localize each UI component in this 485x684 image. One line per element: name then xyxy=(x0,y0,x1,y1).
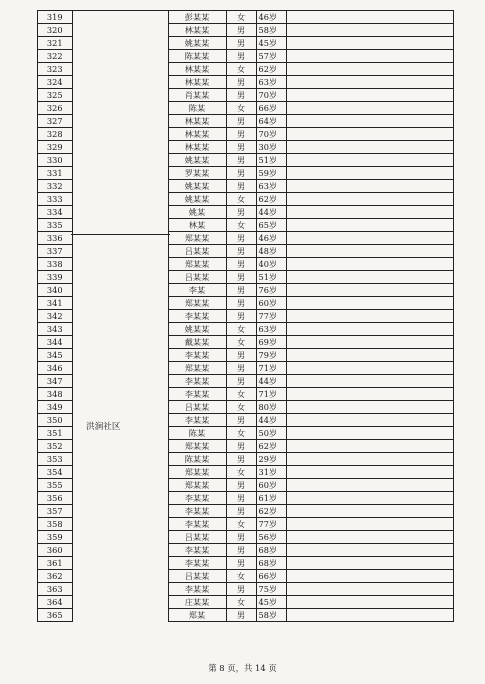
row-number: 323 xyxy=(38,63,72,76)
community-cell-blank xyxy=(134,11,168,232)
person-name: 庄某某 xyxy=(168,596,226,609)
note-cell xyxy=(286,180,453,193)
row-number: 357 xyxy=(38,505,72,518)
note-cell xyxy=(286,505,453,518)
person-name: 姚某某 xyxy=(168,154,226,167)
person-age: 45岁 xyxy=(256,37,286,50)
person-sex: 男 xyxy=(226,349,256,362)
row-number: 359 xyxy=(38,531,72,544)
person-age: 62岁 xyxy=(256,63,286,76)
page-footer: 第 8 页，共 14 页 xyxy=(208,663,277,673)
person-age: 51岁 xyxy=(256,154,286,167)
row-number: 339 xyxy=(38,271,72,284)
row-number: 361 xyxy=(38,557,72,570)
row-number: 364 xyxy=(38,596,72,609)
person-name: 李某某 xyxy=(168,518,226,531)
person-name: 吕某某 xyxy=(168,401,226,414)
person-sex: 男 xyxy=(226,557,256,570)
person-age: 65岁 xyxy=(256,219,286,232)
row-number: 327 xyxy=(38,115,72,128)
person-sex: 男 xyxy=(226,284,256,297)
person-age: 63岁 xyxy=(256,76,286,89)
row-number: 363 xyxy=(38,583,72,596)
person-name: 郑某某 xyxy=(168,479,226,492)
row-number: 351 xyxy=(38,427,72,440)
person-sex: 男 xyxy=(226,141,256,154)
person-age: 68岁 xyxy=(256,544,286,557)
person-age: 64岁 xyxy=(256,115,286,128)
row-number: 334 xyxy=(38,206,72,219)
person-name: 彭某某 xyxy=(168,11,226,24)
person-age: 58岁 xyxy=(256,24,286,37)
person-name: 吕某某 xyxy=(168,245,226,258)
person-name: 林某某 xyxy=(168,76,226,89)
note-cell xyxy=(286,557,453,570)
row-number: 358 xyxy=(38,518,72,531)
note-cell xyxy=(286,11,453,24)
note-cell xyxy=(286,544,453,557)
person-age: 68岁 xyxy=(256,557,286,570)
row-number: 341 xyxy=(38,297,72,310)
row-number: 328 xyxy=(38,128,72,141)
person-name: 李某某 xyxy=(168,492,226,505)
person-sex: 男 xyxy=(226,180,256,193)
person-sex: 女 xyxy=(226,570,256,583)
person-name: 郑某 xyxy=(168,609,226,622)
person-name: 李某某 xyxy=(168,388,226,401)
community-name: 洪涧社区 xyxy=(86,421,121,432)
person-age: 75岁 xyxy=(256,583,286,596)
note-cell xyxy=(286,89,453,102)
person-age: 44岁 xyxy=(256,206,286,219)
row-number: 342 xyxy=(38,310,72,323)
person-age: 69岁 xyxy=(256,336,286,349)
person-age: 60岁 xyxy=(256,297,286,310)
note-cell xyxy=(286,232,453,245)
row-number: 335 xyxy=(38,219,72,232)
note-cell xyxy=(286,479,453,492)
person-sex: 男 xyxy=(226,531,256,544)
row-number: 353 xyxy=(38,453,72,466)
note-cell xyxy=(286,310,453,323)
row-number: 337 xyxy=(38,245,72,258)
row-number: 320 xyxy=(38,24,72,37)
person-name: 陈某 xyxy=(168,427,226,440)
person-name: 姚某某 xyxy=(168,180,226,193)
person-name: 李某某 xyxy=(168,414,226,427)
person-sex: 男 xyxy=(226,258,256,271)
note-cell xyxy=(286,76,453,89)
person-age: 58岁 xyxy=(256,609,286,622)
note-cell xyxy=(286,154,453,167)
person-sex: 女 xyxy=(226,401,256,414)
person-sex: 男 xyxy=(226,414,256,427)
person-sex: 男 xyxy=(226,206,256,219)
person-name: 李某某 xyxy=(168,349,226,362)
person-name: 姚某 xyxy=(168,206,226,219)
person-name: 郑某某 xyxy=(168,258,226,271)
person-age: 77岁 xyxy=(256,310,286,323)
person-age: 63岁 xyxy=(256,323,286,336)
row-number: 347 xyxy=(38,375,72,388)
person-name: 李某某 xyxy=(168,583,226,596)
person-name: 戴某某 xyxy=(168,336,226,349)
person-sex: 女 xyxy=(226,596,256,609)
person-age: 62岁 xyxy=(256,193,286,206)
person-age: 46岁 xyxy=(256,11,286,24)
roster-table xyxy=(38,11,453,622)
person-name: 郑某某 xyxy=(168,466,226,479)
row-number: 343 xyxy=(38,323,72,336)
note-cell xyxy=(286,37,453,50)
person-sex: 男 xyxy=(226,232,256,245)
person-age: 62岁 xyxy=(256,505,286,518)
note-cell xyxy=(286,50,453,63)
roster-table-body xyxy=(38,11,453,622)
community-cell xyxy=(134,232,168,622)
note-cell xyxy=(286,245,453,258)
note-cell xyxy=(286,453,453,466)
person-name: 姚某某 xyxy=(168,37,226,50)
person-name: 郑某某 xyxy=(168,362,226,375)
note-cell xyxy=(286,466,453,479)
note-cell xyxy=(286,349,453,362)
person-age: 31岁 xyxy=(256,466,286,479)
person-sex: 男 xyxy=(226,453,256,466)
note-cell xyxy=(286,193,453,206)
row-number: 338 xyxy=(38,258,72,271)
person-name: 林某某 xyxy=(168,141,226,154)
note-cell xyxy=(286,297,453,310)
person-sex: 男 xyxy=(226,154,256,167)
person-name: 郑某某 xyxy=(168,232,226,245)
person-age: 30岁 xyxy=(256,141,286,154)
person-age: 29岁 xyxy=(256,453,286,466)
note-cell xyxy=(286,336,453,349)
note-cell xyxy=(286,284,453,297)
person-sex: 男 xyxy=(226,544,256,557)
person-age: 44岁 xyxy=(256,375,286,388)
person-sex: 男 xyxy=(226,375,256,388)
row-number: 355 xyxy=(38,479,72,492)
row-number: 332 xyxy=(38,180,72,193)
person-age: 44岁 xyxy=(256,414,286,427)
person-sex: 男 xyxy=(226,505,256,518)
person-name: 吕某某 xyxy=(168,570,226,583)
person-sex: 女 xyxy=(226,11,256,24)
person-age: 46岁 xyxy=(256,232,286,245)
row-number: 333 xyxy=(38,193,72,206)
person-age: 59岁 xyxy=(256,167,286,180)
person-name: 陈某某 xyxy=(168,453,226,466)
person-sex: 男 xyxy=(226,479,256,492)
row-number: 319 xyxy=(38,11,72,24)
row-number: 350 xyxy=(38,414,72,427)
note-cell xyxy=(286,388,453,401)
person-sex: 男 xyxy=(226,37,256,50)
row-number: 326 xyxy=(38,102,72,115)
person-name: 林某某 xyxy=(168,63,226,76)
row-number: 362 xyxy=(38,570,72,583)
row-number: 356 xyxy=(38,492,72,505)
person-age: 45岁 xyxy=(256,596,286,609)
person-sex: 女 xyxy=(226,323,256,336)
row-number: 344 xyxy=(38,336,72,349)
person-age: 57岁 xyxy=(256,50,286,63)
person-sex: 女 xyxy=(226,219,256,232)
person-sex: 男 xyxy=(226,492,256,505)
note-cell xyxy=(286,570,453,583)
person-age: 70岁 xyxy=(256,128,286,141)
note-cell xyxy=(286,258,453,271)
row-number: 352 xyxy=(38,440,72,453)
person-sex: 男 xyxy=(226,297,256,310)
person-sex: 女 xyxy=(226,427,256,440)
person-name: 郑某某 xyxy=(168,440,226,453)
person-name: 姚某某 xyxy=(168,323,226,336)
note-cell xyxy=(286,128,453,141)
community-group-divider xyxy=(71,234,170,235)
person-age: 66岁 xyxy=(256,570,286,583)
person-age: 63岁 xyxy=(256,180,286,193)
person-age: 71岁 xyxy=(256,362,286,375)
table-row xyxy=(38,11,453,24)
person-name: 李某某 xyxy=(168,557,226,570)
note-cell xyxy=(286,102,453,115)
note-cell xyxy=(286,492,453,505)
person-age: 62岁 xyxy=(256,440,286,453)
person-sex: 男 xyxy=(226,24,256,37)
person-name: 林某某 xyxy=(168,115,226,128)
note-cell xyxy=(286,167,453,180)
person-sex: 女 xyxy=(226,388,256,401)
row-number: 330 xyxy=(38,154,72,167)
person-age: 40岁 xyxy=(256,258,286,271)
person-name: 李某 xyxy=(168,284,226,297)
row-number: 322 xyxy=(38,50,72,63)
person-sex: 女 xyxy=(226,466,256,479)
person-age: 61岁 xyxy=(256,492,286,505)
person-sex: 男 xyxy=(226,89,256,102)
person-age: 79岁 xyxy=(256,349,286,362)
person-sex: 男 xyxy=(226,245,256,258)
person-sex: 男 xyxy=(226,362,256,375)
row-number: 346 xyxy=(38,362,72,375)
person-sex: 男 xyxy=(226,50,256,63)
row-number: 324 xyxy=(38,76,72,89)
person-age: 48岁 xyxy=(256,245,286,258)
row-number: 331 xyxy=(38,167,72,180)
note-cell xyxy=(286,414,453,427)
person-sex: 女 xyxy=(226,63,256,76)
row-number: 360 xyxy=(38,544,72,557)
person-age: 66岁 xyxy=(256,102,286,115)
person-name: 罗某某 xyxy=(168,167,226,180)
row-number: 325 xyxy=(38,89,72,102)
person-sex: 男 xyxy=(226,76,256,89)
note-cell xyxy=(286,141,453,154)
person-age: 60岁 xyxy=(256,479,286,492)
person-sex: 男 xyxy=(226,115,256,128)
row-number: 365 xyxy=(38,609,72,622)
person-sex: 男 xyxy=(226,271,256,284)
person-sex: 女 xyxy=(226,102,256,115)
person-age: 77岁 xyxy=(256,518,286,531)
row-number: 321 xyxy=(38,37,72,50)
note-cell xyxy=(286,115,453,128)
note-cell xyxy=(286,271,453,284)
person-age: 76岁 xyxy=(256,284,286,297)
person-name: 姚某某 xyxy=(168,193,226,206)
row-number: 329 xyxy=(38,141,72,154)
row-number: 340 xyxy=(38,284,72,297)
person-name: 吕某某 xyxy=(168,271,226,284)
note-cell xyxy=(286,583,453,596)
roster-table-frame xyxy=(37,10,454,622)
note-cell xyxy=(286,518,453,531)
person-sex: 男 xyxy=(226,583,256,596)
person-name: 林某某 xyxy=(168,24,226,37)
person-name: 林某 xyxy=(168,219,226,232)
note-cell xyxy=(286,596,453,609)
row-number: 349 xyxy=(38,401,72,414)
note-cell xyxy=(286,219,453,232)
row-number: 354 xyxy=(38,466,72,479)
person-age: 51岁 xyxy=(256,271,286,284)
person-sex: 女 xyxy=(226,193,256,206)
person-name: 陈某 xyxy=(168,102,226,115)
person-name: 李某某 xyxy=(168,544,226,557)
person-name: 林某某 xyxy=(168,128,226,141)
person-age: 50岁 xyxy=(256,427,286,440)
person-name: 郑某某 xyxy=(168,297,226,310)
note-cell xyxy=(286,63,453,76)
person-name: 陈某某 xyxy=(168,50,226,63)
note-cell xyxy=(286,323,453,336)
person-name: 李某某 xyxy=(168,375,226,388)
person-sex: 男 xyxy=(226,128,256,141)
blank-column xyxy=(72,11,134,232)
person-sex: 女 xyxy=(226,336,256,349)
note-cell xyxy=(286,375,453,388)
note-cell xyxy=(286,362,453,375)
person-name: 李某某 xyxy=(168,505,226,518)
person-name: 李某某 xyxy=(168,310,226,323)
person-sex: 男 xyxy=(226,609,256,622)
note-cell xyxy=(286,609,453,622)
note-cell xyxy=(286,24,453,37)
person-age: 80岁 xyxy=(256,401,286,414)
person-name: 吕某某 xyxy=(168,531,226,544)
row-number: 348 xyxy=(38,388,72,401)
person-age: 71岁 xyxy=(256,388,286,401)
note-cell xyxy=(286,401,453,414)
person-sex: 男 xyxy=(226,310,256,323)
row-number: 345 xyxy=(38,349,72,362)
person-age: 56岁 xyxy=(256,531,286,544)
note-cell xyxy=(286,206,453,219)
person-sex: 男 xyxy=(226,167,256,180)
note-cell xyxy=(286,440,453,453)
person-age: 70岁 xyxy=(256,89,286,102)
note-cell xyxy=(286,531,453,544)
person-name: 肖某某 xyxy=(168,89,226,102)
note-cell xyxy=(286,427,453,440)
person-sex: 男 xyxy=(226,440,256,453)
row-number: 336 xyxy=(38,232,72,245)
person-sex: 女 xyxy=(226,518,256,531)
